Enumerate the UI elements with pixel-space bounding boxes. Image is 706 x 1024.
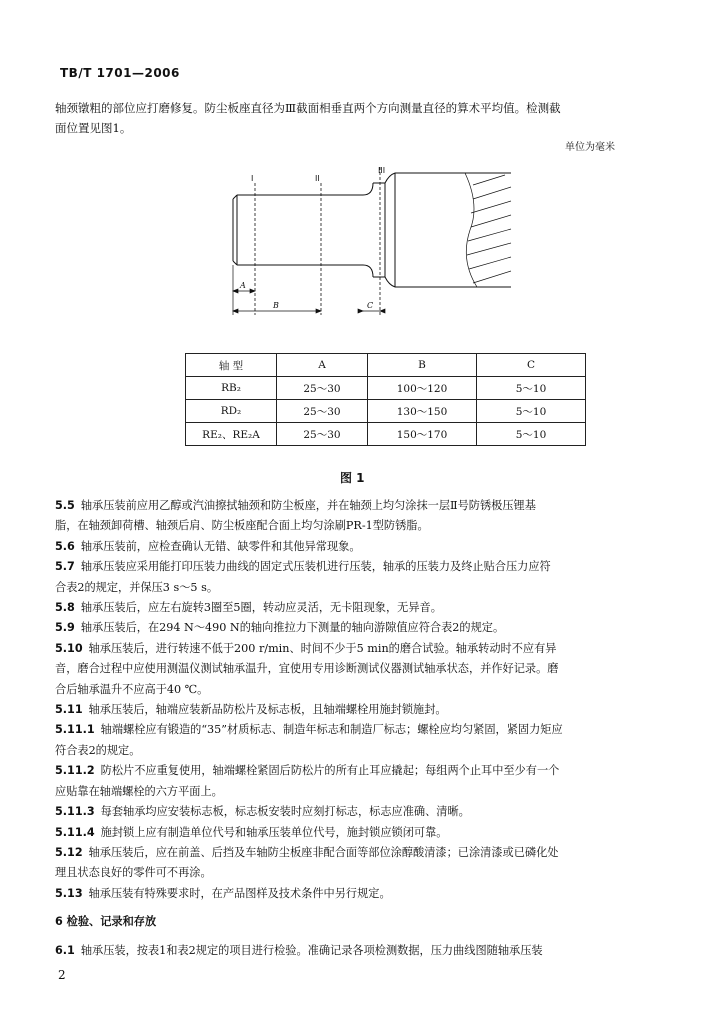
table-cell: 100～120: [368, 377, 477, 400]
clause-text: 每套轴承均应安装标志板，标志板安装时应刻打标志，标志应准确、清晰。: [100, 805, 470, 819]
clause-line: [55, 941, 657, 961]
clause-number: 5.6: [55, 539, 75, 553]
clause-text: 轴承压装后，轴端应装新品防松片及标志板，且轴端螺栓用施封锁施封。: [88, 703, 447, 717]
section-label-i: I: [251, 174, 254, 183]
clause-text: 应贴靠在轴端螺栓的六方平面上。: [55, 784, 223, 798]
clause-text: 施封锁上应有制造单位代号和轴承压装单位代号，施封锁应锁闭可靠。: [100, 825, 448, 839]
clause-number: 5.11: [55, 703, 83, 717]
break-hatch: [465, 173, 511, 287]
section-label-text: [251, 166, 385, 183]
table-header-cell: C: [477, 354, 586, 377]
clause-text: 防松片不应重复使用，轴端螺栓紧固后防松片的所有止耳应撬起；每组两个止耳中至少有一个: [100, 764, 560, 778]
unit-note: 单位为毫米: [565, 142, 615, 153]
clause-line: [55, 680, 657, 700]
dim-label-a: A: [240, 281, 246, 290]
table-cell: 5～10: [477, 400, 586, 423]
clause-line: [55, 741, 657, 761]
clause-text: 音，磨合过程中应使用测温仪测试轴承温升，宜使用专用诊断测试仪器测试轴承状态，并作好记录。磨: [55, 662, 559, 676]
clause-list: [55, 496, 657, 961]
table-cell: RE₂、RE₂A: [186, 423, 277, 446]
table-cell: 25～30: [277, 423, 368, 446]
section-6-title: 6 检验、记录和存放: [55, 915, 157, 929]
clause-text: 轴端螺栓应有锻造的“35”材质标志、制造年标志和制造厂标志；螺栓应均匀紧固，紧固力矩应: [100, 723, 563, 737]
clause-text: 轴承压装前应用乙醇或汽油擦拭轴颈和防尘板座，并在轴颈上均匀涂抹一层Ⅱ号防锈极压锂基: [80, 499, 536, 512]
section-lines: [255, 167, 380, 315]
clause-line: [55, 823, 657, 843]
table-cell: 5～10: [477, 423, 586, 446]
clause-number: 5.9: [55, 621, 75, 635]
clause-text: 合后轴承温升不应高于40 ℃。: [55, 682, 209, 696]
table-header-row: [186, 354, 586, 377]
clause-line: [55, 700, 657, 720]
table-cell: RD₂: [186, 400, 277, 423]
clause-number: 6.1: [55, 943, 75, 957]
dim-label-b: B: [273, 301, 279, 310]
clause-line: [55, 578, 657, 598]
table-cell: 130～150: [368, 400, 477, 423]
clause-line: [55, 863, 657, 883]
page-number: 2: [58, 968, 66, 982]
axle-type-table: [185, 353, 586, 446]
clause-line: [55, 516, 657, 536]
dim-label-c: C: [367, 301, 374, 310]
intro-line: 轴颈镦粗的部位应打磨修复。防尘板座直径为Ⅲ截面相垂直两个方向测量直径的算术平均值。检测截: [55, 101, 561, 115]
clause-number: 5.11.4: [55, 825, 95, 839]
clause-text: 轴承压装后，进行转速不低于200 r/min、时间不少于5 min的磨合试验。轴承转动时不应有异: [88, 641, 557, 655]
clause-line: [55, 720, 657, 740]
clause-line: [55, 537, 657, 557]
table-cell: 5～10: [477, 377, 586, 400]
clause-text: 轴承压装有特殊要求时，在产品图样及技术条件中另行规定。: [88, 886, 391, 900]
table-row: [186, 377, 586, 400]
clause-text: 轴承压装，按表1和表2规定的项目进行检验。准确记录各项检测数据，压力曲线图随轴承压装: [80, 943, 543, 957]
clause-number: 5.11.2: [55, 764, 95, 778]
figure-caption: 图 1: [340, 471, 365, 485]
clause-text: 轴承压装后，应左右旋转3圈至5圈，转动应灵活，无卡阻现象，无异音。: [80, 601, 442, 615]
clause-text: 符合表2的规定。: [55, 743, 141, 757]
clause-text: 脂，在轴颈卸荷槽、轴颈后肩、防尘板座配合面上均匀涂刷PR-1型防锈脂。: [55, 519, 429, 533]
clause-number: 5.12: [55, 845, 83, 859]
dimension-lines: [233, 265, 385, 315]
table-header-cell: 轴 型: [186, 354, 277, 377]
clause-text: 轴承压装前，应检查确认无错、缺零件和其他异常现象。: [80, 539, 361, 553]
standard-number-header: TB/T 1701—2006: [60, 66, 180, 80]
clause-line: [55, 496, 657, 516]
clause-line: [55, 761, 657, 781]
section-label-ii: II: [315, 174, 320, 183]
clause-number: 5.7: [55, 560, 75, 574]
table-cell: 150～170: [368, 423, 477, 446]
clause-line: [55, 659, 657, 679]
section-label-iii: III: [378, 166, 386, 175]
clause-number: 5.11.3: [55, 805, 95, 819]
clause-line: [55, 802, 657, 822]
clause-line: [55, 843, 657, 863]
intro-paragraph: [55, 98, 655, 138]
table-cell: 25～30: [277, 377, 368, 400]
table-cell: RB₂: [186, 377, 277, 400]
clause-number: 5.8: [55, 601, 75, 615]
clause-line: [55, 884, 657, 904]
table-header-cell: B: [368, 354, 477, 377]
table-header-cell: A: [277, 354, 368, 377]
clause-number: 5.10: [55, 641, 83, 655]
clause-text: 轴承压装后，在294 N～490 N的轴向推拉力下测量的轴向游隙值应符合表2的规定。: [80, 621, 505, 635]
clause-number: 5.13: [55, 886, 83, 900]
clause-line: [55, 782, 657, 802]
clause-line: [55, 618, 657, 638]
clause-text: 合表2的规定，并保压3 s～5 s。: [55, 580, 219, 594]
intro-line: 面位置见图1。: [55, 121, 132, 135]
clause-line: [55, 557, 657, 577]
table-cell: 25～30: [277, 400, 368, 423]
axle-journal-figure: [215, 165, 515, 335]
clause-text: 轴承压装后，应在前盖、后挡及车轴防尘板座非配合面等部位涂醇酸清漆；已涂清漆或已磷化处: [88, 845, 559, 859]
table-row: [186, 400, 586, 423]
table-row: [186, 423, 586, 446]
clause-line: [55, 598, 657, 618]
clause-text: 轴承压装应采用能打印压装力曲线的固定式压装机进行压装，轴承的压装力及终止贴合压力应符: [80, 560, 551, 574]
clause-line: [55, 639, 657, 659]
clause-number: 5.5: [55, 499, 75, 512]
clause-text: 理且状态良好的零件可不再涂。: [55, 866, 212, 880]
clause-number: 5.11.1: [55, 723, 95, 737]
